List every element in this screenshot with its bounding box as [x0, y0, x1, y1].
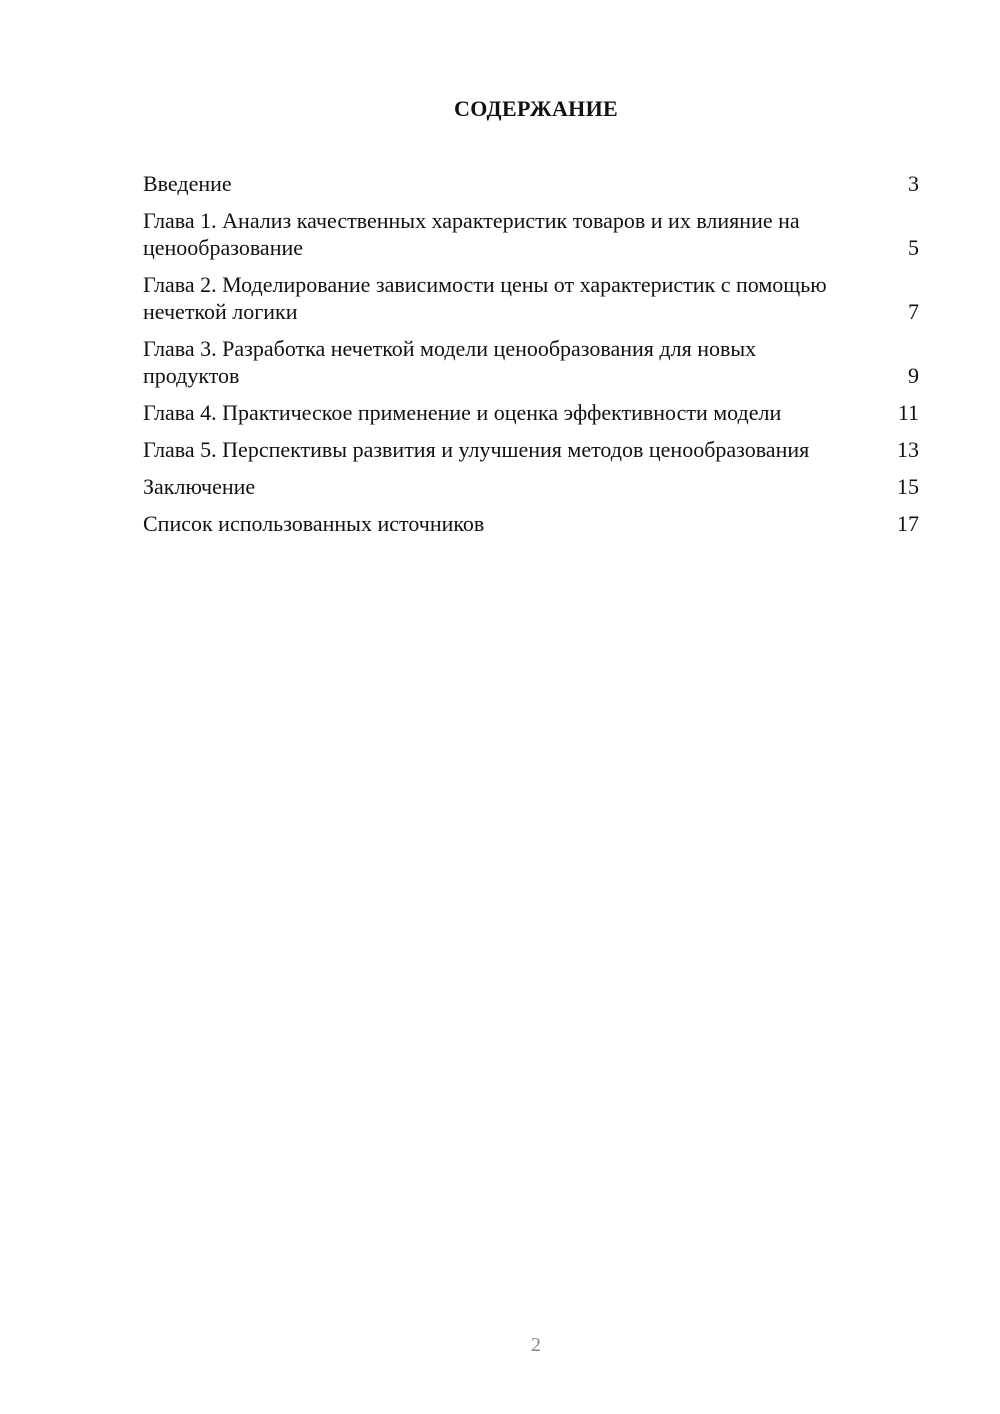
toc-entry-text: Глава 3. Разработка нечеткой модели ценообразования для новых продуктов [143, 336, 757, 388]
toc-entry-page: 7 [908, 299, 919, 324]
toc-entry-page: 3 [908, 171, 919, 196]
toc-entry-chapter-1 [143, 207, 919, 261]
page-title: СОДЕРЖАНИЕ [454, 96, 618, 121]
toc-entry-page: 17 [897, 511, 919, 536]
page-number: 2 [531, 1334, 541, 1356]
toc-entry-text: Заключение [143, 474, 256, 499]
toc-entry-text: Список использованных источников [143, 511, 485, 536]
toc-entry-references [143, 510, 919, 537]
toc-entry-chapter-5 [143, 436, 919, 463]
toc-entry-text: Глава 1. Анализ качественных характеристик товаров и их влияние на ценообразование [143, 208, 800, 260]
toc-entry-text: Введение [143, 171, 232, 196]
toc-entry-chapter-2 [143, 271, 919, 325]
toc-entry-page: 9 [908, 363, 919, 388]
toc-entry-chapter-4 [143, 399, 919, 426]
toc-entry-conclusion [143, 473, 919, 500]
toc-entry-page: 11 [897, 400, 919, 425]
toc-entry-page: 15 [897, 474, 919, 499]
table-of-contents [143, 170, 919, 547]
toc-entry-page: 13 [897, 437, 919, 462]
toc-entry-introduction [143, 170, 919, 197]
toc-entry-text: Глава 2. Моделирование зависимости цены от характеристик с помощью нечеткой логики [143, 272, 827, 324]
toc-entry-text: Глава 4. Практическое применение и оценка эффективности модели [143, 400, 782, 425]
toc-entry-text: Глава 5. Перспективы развития и улучшения методов ценообразования [143, 437, 810, 462]
toc-entry-page: 5 [908, 235, 919, 260]
toc-entry-chapter-3 [143, 335, 919, 389]
